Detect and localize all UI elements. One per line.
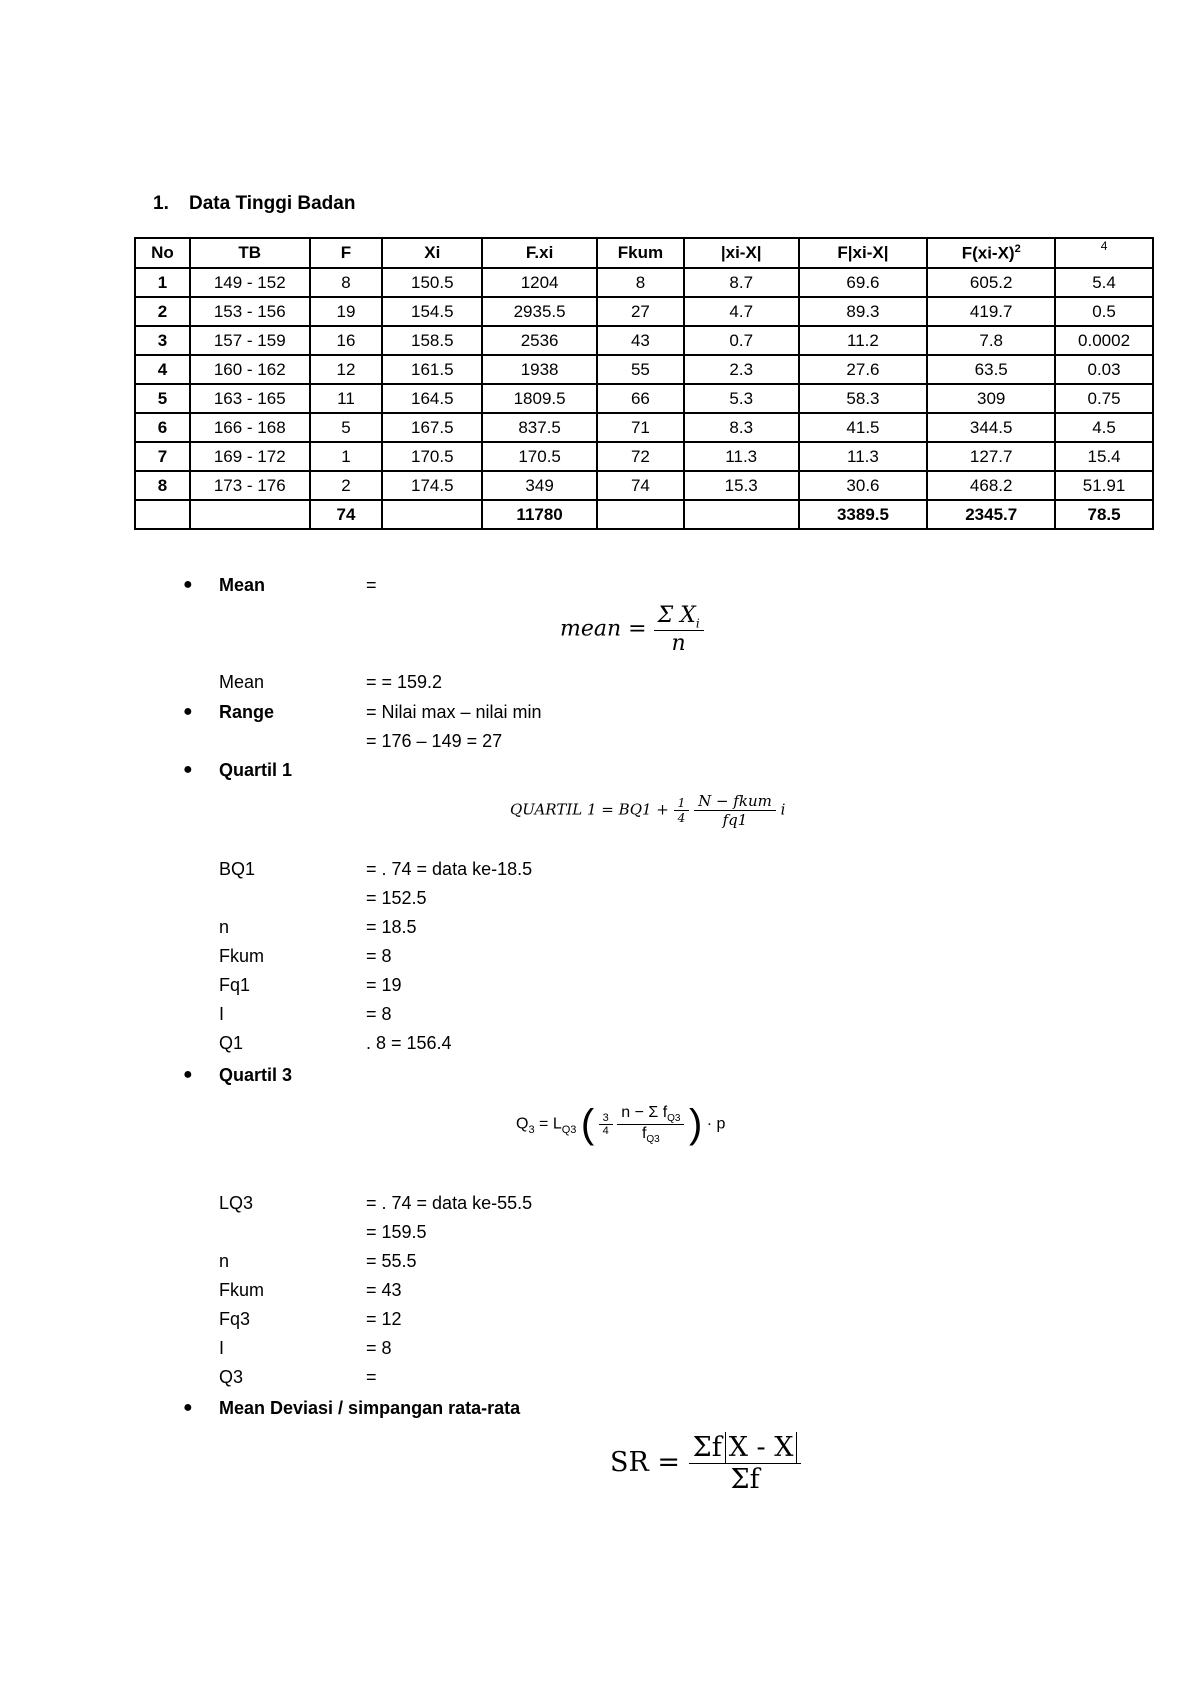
header-no: No <box>135 238 190 268</box>
q3-row-label: Fq3 <box>219 1309 251 1329</box>
table-row <box>135 384 1153 413</box>
q1-value-row <box>219 973 402 997</box>
header-fkum: Fkum <box>597 238 684 268</box>
cell-f: 12 <box>310 355 383 384</box>
cell-fxi: 2536 <box>482 326 597 355</box>
cell-f: 1 <box>310 442 383 471</box>
q1-row-value: = . 74 = data ke-18.5 <box>366 859 533 879</box>
cell-abs-dev: 0.7 <box>684 326 799 355</box>
cell-tb: 157 - 159 <box>190 326 310 355</box>
cell-fkum: 8 <box>597 268 684 297</box>
q3-formula-three-quarters <box>599 1112 613 1137</box>
data-table <box>134 237 1154 530</box>
cell-no: 8 <box>135 471 190 500</box>
cell-fkum: 71 <box>597 413 684 442</box>
cell-xi: 174.5 <box>382 471 482 500</box>
q1-formula-den: fq1 <box>722 811 748 829</box>
q1-formula-lhs: QUARTIL 1 = <box>510 800 614 819</box>
q1-label: Quartil 1 <box>219 760 293 780</box>
cell-xi: 161.5 <box>382 355 482 384</box>
q3-formula-den: f <box>641 1125 647 1142</box>
q3-row-value: = 12 <box>366 1309 402 1329</box>
cell-col4: 5.4 <box>1055 268 1153 297</box>
q3-value-row <box>219 1365 377 1389</box>
header-abs-dev: |xi-X| <box>684 238 799 268</box>
cell-tb: 166 - 168 <box>190 413 310 442</box>
cell-abs-dev: 4.7 <box>684 297 799 326</box>
cell-no: 4 <box>135 355 190 384</box>
q3-row-value: = . 74 = data ke-55.5 <box>366 1193 533 1213</box>
q3-row-value: = 159.5 <box>366 1222 427 1242</box>
q1-heading-row <box>219 758 366 782</box>
md-formula-abs: X - X <box>725 1432 798 1463</box>
table-row <box>135 297 1153 326</box>
mean-row <box>219 573 377 597</box>
cell-tb: 163 - 165 <box>190 384 310 413</box>
header-superscript: 2 <box>1014 242 1021 255</box>
cell-f-abs-dev: 11.3 <box>799 442 928 471</box>
md-formula-num: Σf <box>692 1432 722 1463</box>
q1-value-row <box>219 857 532 881</box>
cell-col4: 0.75 <box>1055 384 1153 413</box>
cell-abs-dev: 8.7 <box>684 268 799 297</box>
total-no <box>135 500 190 529</box>
q1-value-row <box>219 886 427 910</box>
total-col4: 78.5 <box>1055 500 1153 529</box>
cell-tb: 160 - 162 <box>190 355 310 384</box>
q3-formula-tq-den: 4 <box>602 1125 609 1137</box>
q3-formula-den-sub: Q3 <box>646 1134 660 1146</box>
cell-f: 19 <box>310 297 383 326</box>
cell-no: 7 <box>135 442 190 471</box>
bullet-icon: ● <box>183 1399 193 1416</box>
cell-fkum: 43 <box>597 326 684 355</box>
q3-formula-tq-num: 3 <box>599 1112 613 1125</box>
table-total-row <box>135 500 1153 529</box>
table-row <box>135 326 1153 355</box>
range-label: Range <box>219 702 275 722</box>
cell-abs-dev: 15.3 <box>684 471 799 500</box>
header-4: 4 <box>1055 238 1153 268</box>
mean-formula <box>560 603 704 656</box>
q1-row-value: = 8 <box>366 946 392 966</box>
cell-no: 2 <box>135 297 190 326</box>
right-paren-icon: ) <box>688 1102 703 1146</box>
q3-formula-num: n − Σ f <box>621 1103 668 1121</box>
cell-xi: 158.5 <box>382 326 482 355</box>
cell-fxi: 1938 <box>482 355 597 384</box>
q3-row-label: I <box>219 1338 225 1358</box>
range-row-2 <box>219 729 502 753</box>
section-heading <box>153 193 355 215</box>
q1-row-value: = 18.5 <box>366 917 417 937</box>
q1-row-label: I <box>219 1004 225 1024</box>
cell-col4: 51.91 <box>1055 471 1153 500</box>
total-fxi: 11780 <box>482 500 597 529</box>
q1-row-label: Q1 <box>219 1033 244 1053</box>
cell-col4: 0.0002 <box>1055 326 1153 355</box>
cell-f-abs-dev: 89.3 <box>799 297 928 326</box>
cell-col4: 0.5 <box>1055 297 1153 326</box>
cell-f-sq-dev: 7.8 <box>927 326 1055 355</box>
q1-row-label: BQ1 <box>219 859 256 879</box>
bullet-icon: ● <box>183 761 193 778</box>
q1-value-row <box>219 1002 392 1026</box>
cell-fxi: 837.5 <box>482 413 597 442</box>
md-formula-lhs: SR = <box>610 1447 681 1478</box>
cell-fkum: 72 <box>597 442 684 471</box>
cell-f-sq-dev: 468.2 <box>927 471 1055 500</box>
total-fkum <box>597 500 684 529</box>
q3-formula <box>516 1102 725 1147</box>
q1-formula-quarter-num: 1 <box>674 796 690 811</box>
q1-row-label: Fq1 <box>219 975 251 995</box>
cell-xi: 170.5 <box>382 442 482 471</box>
q3-row-value: = 55.5 <box>366 1251 417 1271</box>
cell-col4: 0.03 <box>1055 355 1153 384</box>
section-number: 1. <box>153 193 169 214</box>
q3-row-value: = 43 <box>366 1280 402 1300</box>
md-formula-den: Σf <box>730 1464 760 1495</box>
cell-xi: 154.5 <box>382 297 482 326</box>
table-row <box>135 355 1153 384</box>
header-f-abs-dev: F|xi-X| <box>799 238 928 268</box>
q1-row-label: Fkum <box>219 946 264 966</box>
q1-formula-frac <box>694 792 776 829</box>
cell-tb: 173 - 176 <box>190 471 310 500</box>
cell-fxi: 2935.5 <box>482 297 597 326</box>
q3-value-row <box>219 1191 532 1215</box>
q3-row-label: LQ3 <box>219 1193 254 1213</box>
table-row <box>135 268 1153 297</box>
header-fxi: F.xi <box>482 238 597 268</box>
q3-label: Quartil 3 <box>219 1065 293 1085</box>
q3-formula-lhs-sub: 3 <box>528 1123 535 1136</box>
mean-result-row <box>219 670 442 694</box>
total-f-sq-dev: 2345.7 <box>927 500 1055 529</box>
q3-value-row <box>219 1336 392 1360</box>
header-f-sq-dev-text: F(xi-X) <box>961 243 1015 263</box>
q3-formula-l-sub: Q3 <box>561 1123 577 1136</box>
cell-f: 5 <box>310 413 383 442</box>
cell-no: 5 <box>135 384 190 413</box>
q1-formula-quarter-den: 4 <box>677 811 686 825</box>
total-f: 74 <box>310 500 383 529</box>
cell-fxi: 1204 <box>482 268 597 297</box>
q1-row-label: n <box>219 917 230 937</box>
md-heading-row <box>219 1396 520 1420</box>
cell-xi: 150.5 <box>382 268 482 297</box>
cell-f-sq-dev: 309 <box>927 384 1055 413</box>
cell-col4: 4.5 <box>1055 413 1153 442</box>
cell-fkum: 55 <box>597 355 684 384</box>
md-label: Mean Deviasi / simpangan rata-rata <box>219 1398 521 1418</box>
cell-f-sq-dev: 419.7 <box>927 297 1055 326</box>
cell-abs-dev: 5.3 <box>684 384 799 413</box>
q1-row-value: = 8 <box>366 1004 392 1024</box>
md-formula <box>610 1432 801 1495</box>
total-xi <box>382 500 482 529</box>
cell-f-abs-dev: 58.3 <box>799 384 928 413</box>
q3-row-label: Fkum <box>219 1280 264 1300</box>
mean-result-label: Mean <box>219 672 265 692</box>
q3-formula-eq: = L <box>539 1115 562 1133</box>
cell-fxi: 349 <box>482 471 597 500</box>
cell-f-sq-dev: 605.2 <box>927 268 1055 297</box>
cell-f: 16 <box>310 326 383 355</box>
range-line1: = Nilai max – nilai min <box>366 702 542 722</box>
mean-eq: = <box>366 575 377 595</box>
q3-formula-frac <box>617 1104 684 1145</box>
cell-abs-dev: 2.3 <box>684 355 799 384</box>
q3-formula-tail: · p <box>706 1115 726 1133</box>
header-f: F <box>310 238 383 268</box>
cell-xi: 164.5 <box>382 384 482 413</box>
cell-fxi: 1809.5 <box>482 384 597 413</box>
q3-row-label: n <box>219 1251 230 1271</box>
q3-value-row <box>219 1278 402 1302</box>
header-f-sq-dev <box>927 238 1055 268</box>
q3-value-row <box>219 1249 417 1273</box>
cell-abs-dev: 8.3 <box>684 413 799 442</box>
total-tb <box>190 500 310 529</box>
left-paren-icon: ( <box>580 1102 595 1146</box>
cell-f-abs-dev: 69.6 <box>799 268 928 297</box>
cell-f: 8 <box>310 268 383 297</box>
header-tb: TB <box>190 238 310 268</box>
bullet-icon: ● <box>183 576 193 593</box>
cell-fkum: 66 <box>597 384 684 413</box>
q1-formula-base: BQ1 + <box>618 800 669 819</box>
cell-f: 2 <box>310 471 383 500</box>
q1-value-row <box>219 1031 452 1055</box>
cell-fkum: 74 <box>597 471 684 500</box>
range-row <box>219 700 542 724</box>
md-formula-frac <box>689 1432 802 1495</box>
q1-row-value: . 8 = 156.4 <box>366 1033 452 1053</box>
mean-formula-lhs: mean = <box>560 616 647 642</box>
q3-value-row <box>219 1220 427 1244</box>
table-header-row <box>135 238 1153 268</box>
cell-abs-dev: 11.3 <box>684 442 799 471</box>
cell-f-abs-dev: 41.5 <box>799 413 928 442</box>
cell-f-sq-dev: 127.7 <box>927 442 1055 471</box>
q3-value-row <box>219 1307 402 1331</box>
q1-value-row <box>219 915 417 939</box>
cell-tb: 149 - 152 <box>190 268 310 297</box>
cell-no: 3 <box>135 326 190 355</box>
q1-row-value: = 152.5 <box>366 888 427 908</box>
q3-heading-row <box>219 1063 366 1087</box>
cell-xi: 167.5 <box>382 413 482 442</box>
cell-f-sq-dev: 63.5 <box>927 355 1055 384</box>
q1-row-value: = 19 <box>366 975 402 995</box>
cell-tb: 153 - 156 <box>190 297 310 326</box>
mean-formula-frac <box>654 603 704 656</box>
bullet-icon: ● <box>183 703 193 720</box>
cell-f-abs-dev: 11.2 <box>799 326 928 355</box>
cell-f: 11 <box>310 384 383 413</box>
cell-col4: 15.4 <box>1055 442 1153 471</box>
total-f-abs-dev: 3389.5 <box>799 500 928 529</box>
cell-f-abs-dev: 27.6 <box>799 355 928 384</box>
header-xi: Xi <box>382 238 482 268</box>
cell-f-abs-dev: 30.6 <box>799 471 928 500</box>
q1-value-row <box>219 944 392 968</box>
cell-no: 6 <box>135 413 190 442</box>
cell-f-sq-dev: 344.5 <box>927 413 1055 442</box>
cell-no: 1 <box>135 268 190 297</box>
q3-formula-num-sub: Q3 <box>667 1113 681 1124</box>
table-row <box>135 442 1153 471</box>
total-abs-dev <box>684 500 799 529</box>
mean-label: Mean <box>219 575 266 595</box>
cell-tb: 169 - 172 <box>190 442 310 471</box>
section-title: Data Tinggi Badan <box>189 193 356 214</box>
table-row <box>135 413 1153 442</box>
cell-fxi: 170.5 <box>482 442 597 471</box>
q1-formula-num: N − fkum <box>694 792 776 811</box>
q1-formula <box>510 792 785 829</box>
range-line2: = 176 – 149 = 27 <box>366 731 503 751</box>
table-row <box>135 471 1153 500</box>
mean-formula-num: Σ X <box>657 603 696 628</box>
q3-row-label: Q3 <box>219 1367 244 1387</box>
mean-formula-den: n <box>671 631 686 657</box>
mean-result-value: = = 159.2 <box>366 672 443 692</box>
mean-formula-num-sub: i <box>695 616 700 631</box>
cell-fkum: 27 <box>597 297 684 326</box>
q3-row-value: = 8 <box>366 1338 392 1358</box>
bullet-icon: ● <box>183 1066 193 1083</box>
q3-formula-lhs: Q <box>516 1115 529 1133</box>
q3-row-value: = <box>366 1367 377 1387</box>
q1-formula-tail: i <box>780 800 786 819</box>
q1-formula-quarter <box>674 796 690 825</box>
